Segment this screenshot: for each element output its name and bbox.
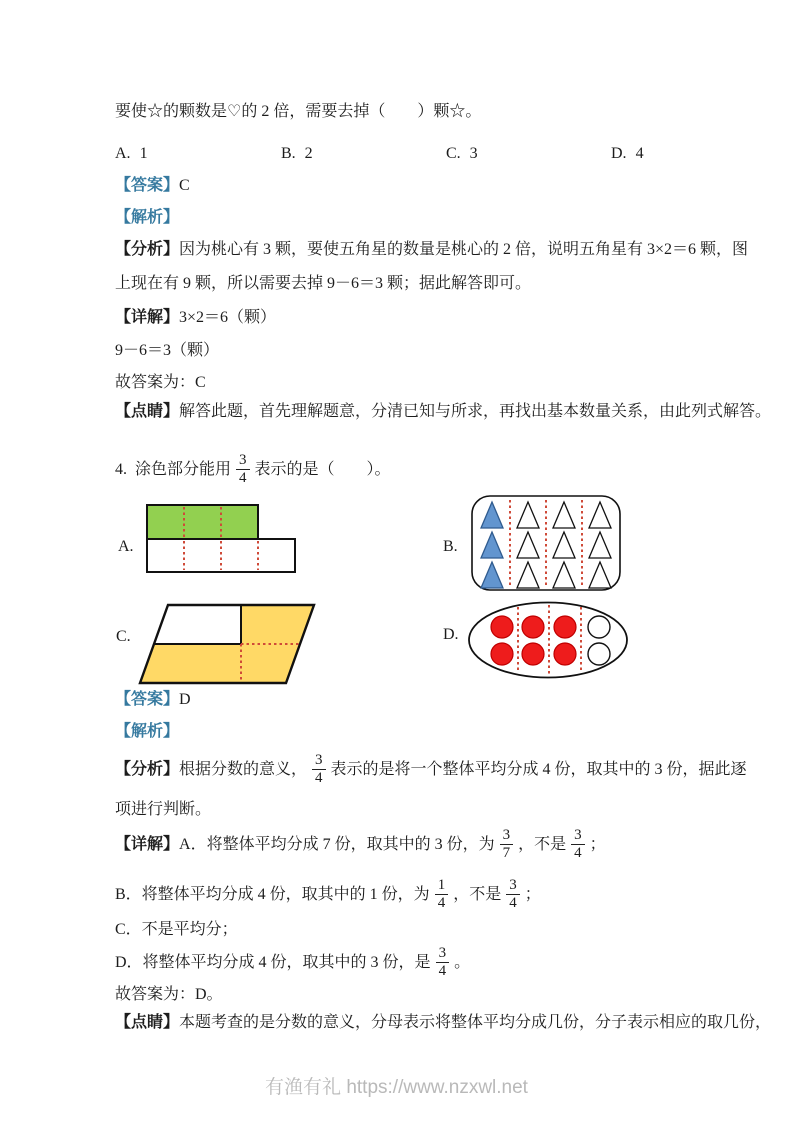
- white-triangle-icon: [553, 562, 575, 588]
- white-dot-icon: [588, 616, 610, 638]
- fraction-3-4: $\frac{3}{4}$: [436, 945, 450, 980]
- q3-fenxi-line1: [115, 240, 748, 259]
- figure-d-label: D.: [443, 626, 459, 643]
- footer: [0, 1072, 793, 1099]
- fraction-1-4: $\frac{1}{4}$: [435, 877, 449, 912]
- stem-pre: 涂色部分能用: [135, 460, 232, 478]
- q3-option-a: [115, 145, 148, 163]
- option-letter: D.: [611, 145, 627, 162]
- footer-site-link[interactable]: 有渔有礼 https://www.nzxwl.net: [265, 1077, 528, 1098]
- option-value: 3: [469, 145, 478, 162]
- q4-stem: [115, 446, 391, 492]
- detail-text: ；: [589, 835, 606, 853]
- option-letter: B.: [281, 145, 296, 162]
- red-dot-icon: [491, 616, 513, 638]
- xiangjie-label: 【详解】: [115, 309, 180, 326]
- q4-detail-b: [115, 870, 541, 918]
- detail-text: 。: [454, 953, 471, 971]
- red-dot-icon: [554, 616, 576, 638]
- red-dot-icon: [554, 643, 576, 665]
- q4-detail-c: C．不是平均分；: [115, 921, 238, 938]
- q4-fenxi-line1: [115, 745, 747, 793]
- white-dot-icon: [588, 643, 610, 665]
- q3-option-b: [281, 145, 313, 163]
- figure-option-b: [470, 494, 622, 592]
- fraction-3-7: $\frac{3}{7}$: [500, 827, 514, 862]
- detail-text: D．将整体平均分成 4 份，取其中的 3 份，是: [115, 953, 431, 971]
- fraction-3-4: $\frac{3}{4}$: [312, 752, 326, 787]
- red-dot-icon: [491, 643, 513, 665]
- q4-conclusion: 故答案为：D。: [115, 986, 223, 1003]
- q4-detail-d: [115, 938, 470, 986]
- white-triangle-icon: [517, 502, 539, 528]
- fenxi-label: 【分析】: [115, 760, 180, 778]
- xiangjie-label: 【详解】: [115, 835, 180, 853]
- q3-option-c: [446, 145, 478, 163]
- red-dot-icon: [522, 643, 544, 665]
- q4-detail-a: [115, 820, 606, 868]
- answer-label: 【答案】: [115, 691, 180, 708]
- white-triangle-icon: [517, 562, 539, 588]
- blue-triangle-icon: [481, 562, 503, 588]
- figure-b-label: B.: [443, 538, 458, 555]
- fenxi-text: 因为桃心有 3 颗，要使五角星的数量是桃心的 2 倍，说明五角星有 3×2＝6 颗，图: [179, 241, 749, 258]
- figure-c-label: C.: [116, 628, 131, 645]
- question-number: 4.: [115, 460, 127, 478]
- jiexi-label: 【解析】: [115, 209, 180, 226]
- dianjing-label: 【点睛】: [115, 1014, 180, 1031]
- fenxi-text: 表示的是将一个整体平均分成 4 份，取其中的 3 份，据此逐: [330, 760, 747, 778]
- unshaded-rect: [147, 539, 295, 572]
- q3-jiexi-line: [115, 208, 179, 227]
- figure-option-d: [466, 600, 631, 680]
- blue-triangle-icon: [481, 532, 503, 558]
- figure-option-a: [145, 502, 297, 576]
- stem-post: 表示的是（ ）。: [254, 460, 391, 478]
- answer-value: C: [179, 177, 190, 194]
- detail-text: ，不是: [518, 835, 567, 853]
- option-letter: A.: [115, 145, 131, 162]
- white-triangle-icon: [553, 532, 575, 558]
- figure-a-label: A.: [118, 538, 134, 555]
- option-value: 2: [304, 145, 313, 162]
- white-triangle-icon: [589, 532, 611, 558]
- fraction-3-4: $\frac{3}{4}$: [571, 827, 585, 862]
- q3-calc-line: 9－6＝3（颗）: [115, 342, 220, 359]
- dianjing-text: 解答此题，首先理解题意，分清已知与所求，再找出基本数量关系，由此列式解答。: [179, 403, 772, 420]
- detail-text: ；: [524, 885, 541, 903]
- q3-answer-line: [115, 176, 190, 195]
- answer-value: D: [179, 691, 191, 708]
- q4-fenxi-line2: 项进行判断。: [115, 801, 212, 818]
- detail-text: ，不是: [453, 885, 502, 903]
- white-triangle-icon: [553, 502, 575, 528]
- q3-dianjing-line: [115, 402, 771, 421]
- white-triangle-icon: [589, 502, 611, 528]
- jiexi-label: 【解析】: [115, 723, 180, 740]
- q3-stem-tail: 要使☆的颗数是♡的 2 倍，需要去掉（ ）颗☆。: [115, 103, 482, 120]
- q3-xiangjie-line: [115, 308, 276, 327]
- q4-answer-line: [115, 690, 191, 709]
- q3-conclusion: 故答案为：C: [115, 374, 206, 391]
- dianjing-text: 本题考查的是分数的意义，分母表示将整体平均分成几份，分子表示相应的取几份，: [179, 1014, 772, 1031]
- q3-fenxi-line2: 上现在有 9 颗，所以需要去掉 9－6＝3 颗；据此解答即可。: [115, 275, 532, 292]
- figure-option-c: [138, 602, 318, 686]
- red-dot-icon: [522, 616, 544, 638]
- shaded-green-rect: [147, 505, 258, 539]
- fraction-3-4: $\frac{3}{4}$: [236, 452, 250, 487]
- answer-label: 【答案】: [115, 177, 180, 194]
- q3-option-d: [611, 145, 644, 163]
- option-value: 4: [635, 145, 644, 162]
- fraction-3-4: $\frac{3}{4}$: [506, 877, 520, 912]
- fenxi-text: 根据分数的意义，: [179, 760, 308, 778]
- option-value: 1: [139, 145, 148, 162]
- q4-jiexi-line: [115, 722, 179, 741]
- white-triangle-icon: [589, 562, 611, 588]
- fenxi-label: 【分析】: [115, 241, 180, 258]
- option-letter: C.: [446, 145, 461, 162]
- xiangjie-text: 3×2＝6（颗）: [179, 309, 277, 326]
- dianjing-label: 【点睛】: [115, 403, 180, 420]
- detail-text: B．将整体平均分成 4 份，取其中的 1 份，为: [115, 885, 430, 903]
- q4-dianjing-line: [115, 1013, 771, 1032]
- white-triangle-icon: [517, 532, 539, 558]
- detail-text: A．将整体平均分成 7 份，取其中的 3 份，为: [179, 835, 495, 853]
- blue-triangle-icon: [481, 502, 503, 528]
